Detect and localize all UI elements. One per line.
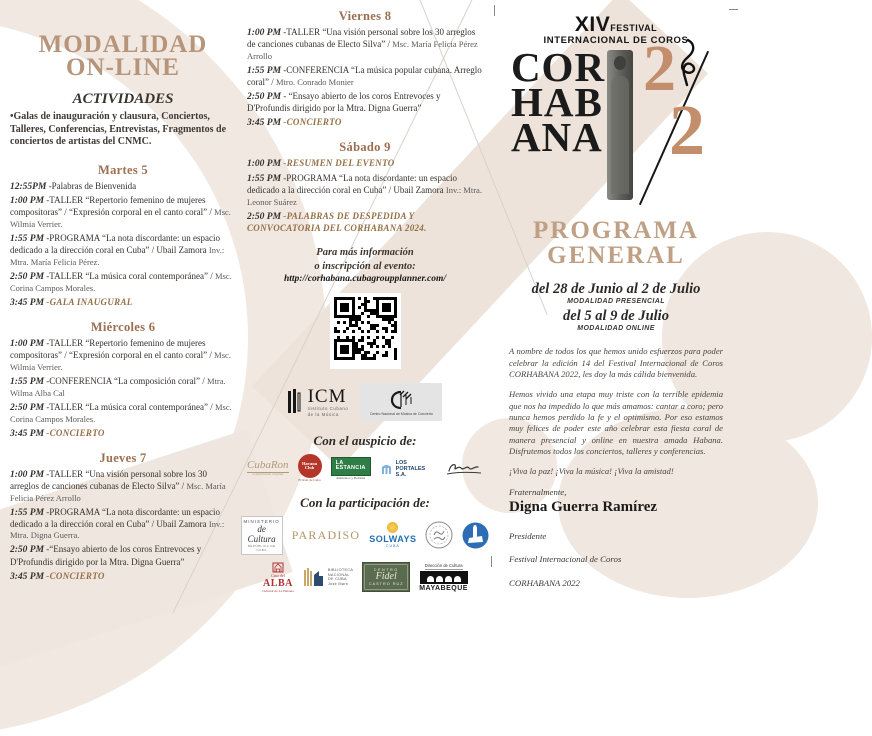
ministerio-line3: REPÚBLICA DE CUBA (247, 543, 276, 552)
year-digit-1: 2 (643, 31, 677, 105)
mayabeque-caption: Dirección de Cultura (424, 562, 463, 568)
crop-mark (494, 5, 495, 16)
event-time: 2:50 PM (10, 402, 45, 413)
ministerio-line2: de Cultura (247, 523, 276, 544)
event-person: Msc. María Felicia Pérez Arrollo (247, 39, 478, 61)
los-portales-logo (380, 460, 436, 478)
treble-clef-icon (675, 38, 701, 88)
event-description: -TALLER “Repertorio femenino de mujeres compositoras” / “Expresión corporal en el canto coral” / (10, 195, 212, 218)
wordmark-line3: ANA (510, 114, 603, 160)
panel-middle (243, 0, 483, 593)
alba-emblem-icon (272, 562, 284, 573)
event-description: -CONCIERTO (46, 427, 105, 438)
modality-online: MODALIDAD ONLINE (577, 325, 655, 333)
program-title-line2: GENERAL (547, 242, 685, 269)
event-description: -Palabras de Bienvenida (48, 180, 137, 191)
schedule-event (10, 571, 236, 583)
info-line1: Para más información (316, 247, 414, 259)
event-time: 3:45 PM (10, 297, 45, 308)
event-time: 1:55 PM (10, 233, 45, 244)
statue-image (607, 50, 633, 200)
centro-line2: Fidel (375, 571, 397, 583)
event-person: Msc. Wilmia Verrier. (10, 207, 231, 229)
event-description: -PROGRAMA “La nota discordante: un espacio dedicado a la dirección coral en Cuba” / Ubail Zamora (10, 232, 221, 255)
biblioteca-line4: José Martí (327, 582, 349, 587)
online-title-line2: ON-LINE (66, 53, 180, 81)
paradiso-logo: PARADISO (291, 527, 361, 542)
date-range-online: del 5 al 9 de Julio (563, 307, 669, 324)
signature-role: Presidente (509, 530, 547, 541)
schedule-event (247, 91, 483, 115)
event-description: -TALLER “Una visión personal sobre los 30 arreglos de canciones cubanas de Electo Silva” / (10, 469, 208, 492)
activities-description: •Galas de inauguración y clausura, Conciertos, Talleres, Conferencias, Entrevistas, Fragmentos de conciertos de artistas del CNMC. (10, 111, 227, 147)
online-title-line1: MODALIDAD (38, 31, 208, 58)
sun-icon (387, 522, 398, 533)
organizer-logos (247, 383, 483, 421)
script-signature-logo (445, 461, 483, 477)
event-description: -CONFERENCIA “La música popular cubana. Arreglo coral” / (247, 64, 482, 87)
alba-line3: Cultural de La Habana (262, 588, 294, 593)
day-events-miercoles (10, 338, 236, 440)
day-heading-sabado: Sábado 9 (339, 140, 391, 155)
event-time: 3:45 PM (10, 428, 45, 439)
event-person: Msc. Corina Campos Morales. (10, 270, 232, 293)
day-heading-viernes: Viernes 8 (338, 9, 392, 23)
schedule-event (10, 507, 236, 542)
participation-heading: Con la participación de: (300, 494, 430, 510)
ministerio-cultura-logo (241, 516, 283, 555)
program-title-line1: PROGRAMA (533, 216, 699, 244)
event-person: Inv.: Mtra. María Felicia Pérez. (10, 245, 225, 267)
alba-line2: ALBA (263, 577, 293, 589)
sponsors-heading: Con el auspicio de: (313, 433, 417, 449)
day-heading-jueves: Jueves 7 (99, 451, 147, 466)
library-building-icon (303, 567, 325, 587)
event-description: -TALLER “La música coral contemporánea” / (46, 401, 213, 412)
script-signature-icon (445, 461, 483, 477)
event-description: - “Ensayo abierto de los coros Entrevoces y D'Profundis dirigido por la Mtra. Digna Guerra” (247, 90, 441, 114)
participation-logos-row1 (243, 516, 483, 555)
schedule-event (247, 65, 483, 89)
corhabana-wordmark (510, 43, 606, 208)
cnmc-emblem-icon (381, 389, 421, 411)
event-description: -RESUMEN DEL EVENTO (283, 158, 395, 169)
schedule-event (10, 271, 236, 295)
qr-code-image (334, 297, 397, 360)
event-time: 2:50 PM (10, 545, 45, 556)
solways-wordmark: SOLWAYS (369, 534, 417, 545)
panel-cover (496, 0, 736, 602)
event-time: 1:00 PM (10, 196, 45, 207)
icm-abbreviation: ICM (307, 386, 347, 408)
cuba-ron-tagline: el patrimonio original (252, 472, 284, 477)
schedule-event (247, 211, 483, 235)
event-person: Inv.: Mtra. Leonor Suárez (247, 185, 482, 207)
event-description: -PROGRAMA “La nota discordante: un espacio dedicado a la dirección coral en Cuba” / Ubail Zamora (10, 506, 221, 529)
festival-edition: XIV (574, 13, 611, 36)
havana-club-logo (298, 454, 322, 483)
schedule-event (247, 158, 483, 170)
mayabeque-logo (419, 563, 468, 592)
event-person: Inv.: Mtra. Digna Guerra. (10, 518, 225, 541)
day-heading-miercoles: Miércoles 6 (90, 319, 156, 334)
los-portales-wordmark: LOS PORTALES S.A. (395, 459, 426, 478)
schedule-event (10, 233, 236, 268)
day-events-martes (10, 181, 236, 309)
modality-presencial: MODALIDAD PRESENCIAL (567, 297, 665, 305)
dates-block (496, 281, 736, 333)
event-description: -TALLER “La música coral contemporánea” / (46, 270, 213, 281)
schedule-event (10, 181, 236, 193)
event-person: Mtra. Wilma Alba Cal (10, 375, 226, 398)
day-events-sabado (247, 158, 483, 234)
biblioteca-nacional-logo (303, 567, 353, 587)
letter-paragraph-1: A nombre de todos los que hemos unido esfuerzos para poder celebrar la edición 14 del Festival Internacional de Coros CORHABANA 2022, les doy la más cálida bienvenida. (509, 346, 723, 379)
event-url: http://corhabana.cubagroupplanner.com/ (283, 274, 447, 285)
schedule-event (10, 297, 236, 309)
signature-block (509, 487, 723, 602)
ministerio-line1: MINISTERIO (243, 518, 280, 524)
alba-line1: Casa del (271, 572, 285, 578)
event-time: 1:55 PM (10, 376, 45, 387)
centro-line3: CASTRO RUZ (368, 582, 404, 587)
crop-mark (729, 9, 738, 10)
circular-stamp-logo (425, 521, 453, 549)
schedule-event (247, 27, 483, 62)
event-description: -CONCIERTO (283, 117, 342, 128)
event-description: -GALA INAUGURAL (46, 296, 133, 307)
event-person: Msc. Wilmia Verrier. (10, 350, 231, 372)
piano-keys-icon (288, 389, 304, 415)
sponsor-logos-row (247, 454, 483, 483)
event-time: 1:55 PM (247, 65, 282, 76)
event-description: -PROGRAMA “La nota discordante: un espacio dedicado a la dirección coral en Cuba” / Ubail Zamora (247, 172, 458, 195)
cuba-ron-logo (247, 460, 289, 477)
year-digit-2: 2 (669, 89, 706, 170)
day-events-jueves (10, 469, 236, 583)
letter-paragraph-2: Hemos vivido una etapa muy triste con la terrible epidemia que nos ha impedido lo que más amamos: cantar a coro; pero nunca hemos perdido la fe y el optimismo. Por eso estamos muy felices de poder este año celebrar esta fiesta coral de manera presencial y online en nuestra amada Habana. Disfrutemos todos los conciertos, talleres y conferencias. (509, 389, 723, 457)
biblioteca-line2: NACIONAL (327, 572, 350, 577)
event-description: -“Ensayo abierto de los coros Entrevoces y D'Profundis dirigido por la Mtra. Digna Guerra” (10, 544, 202, 567)
event-time: 1:00 PM (10, 470, 45, 481)
signature-salutation: Fraternalmente, (509, 486, 567, 497)
participation-logos-row2 (247, 562, 483, 593)
event-time: 1:55 PM (247, 173, 282, 184)
schedule-event (10, 376, 236, 400)
schedule-event (10, 544, 236, 568)
festival-word: FESTIVAL (610, 23, 658, 33)
event-description: -TALLER “Una visión personal sobre los 30 arreglos de canciones cubanas de Electo Silva” / (247, 27, 476, 50)
blue-round-logo (462, 522, 489, 549)
event-time: 1:55 PM (10, 507, 45, 518)
qr-section (247, 293, 483, 369)
event-time: 2:50 PM (247, 211, 282, 222)
bridge-arches-icon (420, 571, 468, 584)
event-person: Msc. María Felicia Pérez Arrollo (10, 481, 226, 503)
event-time: 2:50 PM (247, 91, 282, 102)
event-time: 2:50 PM (10, 271, 45, 282)
centro-fidel-castro-logo (362, 562, 410, 592)
icm-caption-line1: Instituto Cubano (307, 406, 349, 412)
centro-line1: CENTRO (373, 568, 399, 573)
havana-club-wordmark: Havana Club (298, 454, 322, 478)
panel-online (10, 0, 236, 585)
festival-subtitle: INTERNACIONAL DE COROS (543, 35, 689, 46)
solways-logo (369, 522, 416, 548)
signature-name: Digna Guerra Ramírez (509, 498, 658, 515)
event-time: 1:00 PM (10, 338, 45, 349)
qr-code (330, 293, 401, 369)
info-line2: o inscripción al evento: (314, 260, 416, 272)
schedule-event (10, 428, 236, 440)
schedule-event (247, 117, 483, 129)
schedule-event (10, 469, 236, 504)
event-description: -CONFERENCIA “La composición coral” / (46, 375, 205, 386)
wordmark-line2: HAB (510, 78, 603, 125)
letter-vivas: ¡Viva la paz! ¡Viva la música! ¡Viva la amistad! (509, 466, 674, 477)
cnmc-caption: Centro Nacional de Música de Concierto (369, 411, 433, 416)
event-description: -TALLER “Repertorio femenino de mujeres compositoras” / “Expresión corporal en el canto coral” / (10, 337, 212, 361)
event-description: -PALABRAS DE DESPEDIDA Y CONVOCATORIA DEL CORHABANA 2024. (247, 210, 427, 233)
signature-org1: Festival Internacional de Coros (509, 554, 622, 565)
date-range-presencial: del 28 de Junio al 2 de Julio (531, 280, 701, 297)
la-estancia-wordmark: LA ESTANCIA (331, 457, 371, 476)
event-time: 1:00 PM (247, 28, 282, 38)
casa-del-alba-logo (262, 562, 294, 593)
schedule-event (10, 402, 236, 426)
day-heading-martes: Martes 5 (98, 162, 148, 177)
icm-logo (288, 387, 349, 418)
schedule-event (247, 173, 483, 208)
event-person: Mtro. Conrado Monier (275, 76, 354, 87)
welcome-letter (509, 346, 723, 477)
event-time: 3:45 PM (10, 571, 45, 582)
event-time: 1:00 PM (247, 159, 282, 170)
crop-mark (491, 556, 492, 567)
online-title (10, 31, 236, 81)
program-title (496, 218, 736, 269)
icm-caption-line2: de la Música (307, 411, 339, 417)
la-estancia-tagline: Alimentos y Bebidas (335, 475, 366, 480)
cnmc-logo (360, 383, 442, 421)
event-description: -CONCIERTO (46, 570, 105, 581)
biblioteca-line1: BIBLIOTECA (327, 568, 354, 573)
info-block (247, 246, 483, 284)
solways-sub: CUBA (386, 544, 400, 549)
wordmark-line1: COR (510, 43, 606, 90)
activities-heading: ACTIVIDADES (72, 91, 174, 107)
event-time: 3:45 PM (247, 118, 282, 129)
la-estancia-logo (331, 457, 371, 481)
event-person: Msc. Corina Campos Morales. (10, 401, 232, 424)
event-time: 12:55PM (10, 181, 47, 192)
signature-org2: CORHABANA 2022 (509, 578, 580, 589)
schedule-event (10, 195, 236, 230)
year-digits (635, 31, 721, 208)
building-icon (380, 462, 393, 475)
mayabeque-wordmark: MAYABEQUE (419, 584, 468, 592)
cuba-ron-wordmark: CubaRon (247, 459, 289, 472)
biblioteca-line3: DE CUBA (327, 577, 347, 582)
day-events-viernes (247, 27, 483, 129)
havana-club-tagline: El Ron de Cuba (298, 478, 321, 483)
schedule-event (10, 338, 236, 373)
